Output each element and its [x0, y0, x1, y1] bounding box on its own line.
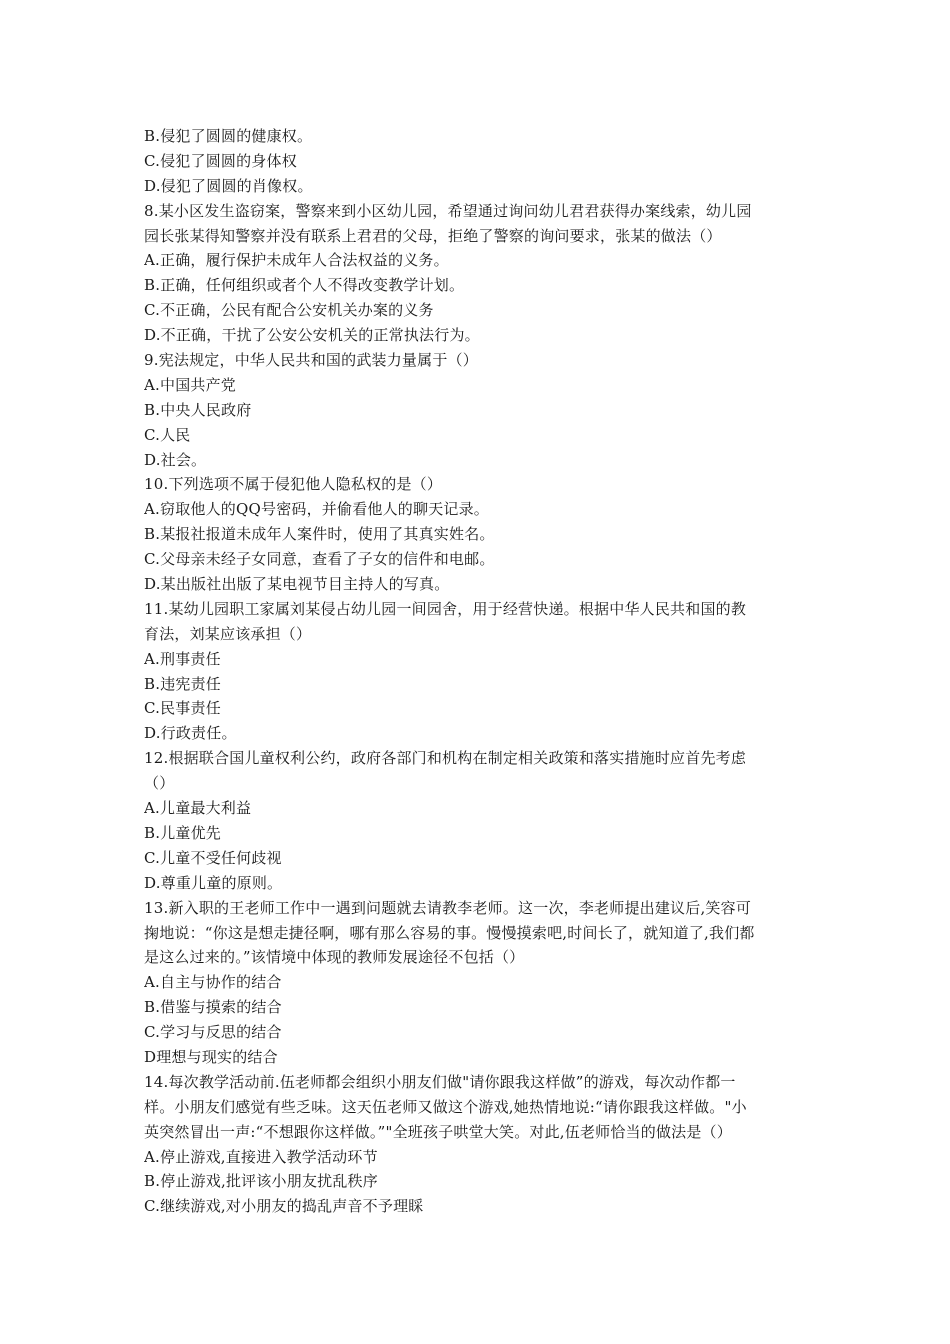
- question-11: 11.某幼儿园职工家属刘某侵占幼儿园一间园舍，用于经营快递。根据中华人民共和国的教: [144, 599, 747, 618]
- text-line: 育法，刘某应该承担（）: [144, 624, 312, 643]
- option-line: D.行政责任。: [144, 724, 237, 743]
- text-line: C.侵犯了圆圆的身体权: [144, 151, 297, 170]
- text-line: 园长张某得知警察并没有联系上君君的父母，拒绝了警察的询问要求，张某的做法（）: [144, 226, 722, 245]
- text-line: 英突然冒出一声:“不想跟你这样做。”"全班孩子哄堂大笑。对此,伍老师恰当的做法是（）: [144, 1122, 732, 1141]
- option-line: B.违宪责任: [144, 674, 221, 693]
- option-line: B.停止游戏,批评该小朋友扰乱秩序: [144, 1172, 378, 1191]
- text-line: B.侵犯了圆圆的健康权。: [144, 127, 313, 145]
- option-line: D.不正确，干扰了公安公安机关的正常执法行为。: [144, 326, 480, 345]
- option-line: C.继续游戏,对小朋友的捣乱声音不予理睬: [144, 1197, 424, 1216]
- option-line: D理想与现实的结合: [144, 1047, 278, 1066]
- question-9: 9.宪法规定，中华人民共和国的武装力量属于（）: [144, 351, 478, 370]
- option-line: A.窃取他人的QQ号密码，并偷看他人的聊天记录。: [144, 500, 489, 519]
- text-line: 掬地说：“你这是想走捷径啊，哪有那么容易的事。慢慢摸索吧,时间长了，就知道了,我们都: [144, 923, 755, 942]
- option-line: B.中央人民政府: [144, 400, 252, 419]
- option-line: C.人民: [144, 425, 191, 444]
- question-12: 12.根据联合国儿童权利公约，政府各部门和机构在制定相关政策和落实措施时应首先考虑: [144, 749, 747, 768]
- option-line: C.父母亲未经子女同意，查看了子女的信件和电邮。: [144, 550, 495, 569]
- option-line: D.社会。: [144, 450, 207, 469]
- question-10: 10.下列选项不属于侵犯他人隐私权的是（）: [144, 475, 443, 494]
- option-line: D.某出版社出版了某电视节目主持人的写真。: [144, 575, 450, 594]
- option-line: C.不正确，公民有配合公安机关办案的义务: [144, 301, 434, 320]
- document-page: [144, 124, 808, 1219]
- text-line: D.侵犯了圆圆的肖像权。: [144, 176, 313, 195]
- option-line: C.民事责任: [144, 699, 221, 718]
- option-line: A.刑事责任: [144, 649, 221, 668]
- option-line: A.中国共产党: [144, 375, 237, 394]
- question-14: 14.每次教学活动前.伍老师都会组织小朋友们做"请你跟我这样做”的游戏，每次动作都一: [144, 1072, 736, 1091]
- option-line: C.学习与反思的结合: [144, 1023, 282, 1042]
- text-line: （）: [144, 774, 175, 793]
- option-line: B.借鉴与摸索的结合: [144, 998, 282, 1017]
- option-line: D.尊重儿童的原则。: [144, 873, 283, 892]
- option-line: C.儿童不受任何歧视: [144, 848, 282, 867]
- text-line: 样。小朋友们感觉有些乏味。这天伍老师又做这个游戏,她热情地说:“请你跟我这样做。"小: [144, 1097, 747, 1116]
- option-line: A.正确，履行保护未成年人合法权益的义务。: [144, 251, 449, 270]
- option-line: B.某报社报道未成年人案件时，使用了其真实姓名。: [144, 525, 495, 544]
- text-line: 是这么过来的。”该情境中体现的教师发展途径不包括（）: [144, 948, 525, 967]
- option-line: B.正确，任何组织或者个人不得改变教学计划。: [144, 276, 465, 295]
- option-line: B.儿童优先: [144, 823, 221, 842]
- question-8: 8.某小区发生盗窃案，警察来到小区幼儿园，希望通过询问幼儿君君获得办案线索，幼儿园: [144, 201, 752, 220]
- option-line: A.自主与协作的结合: [144, 973, 282, 992]
- option-line: A.儿童最大利益: [144, 799, 252, 818]
- option-line: A.停止游戏,直接进入教学活动环节: [144, 1147, 378, 1166]
- question-13: 13.新入职的王老师工作中一遇到问题就去请教李老师。这一次，李老师提出建议后,笑容可: [144, 898, 752, 917]
